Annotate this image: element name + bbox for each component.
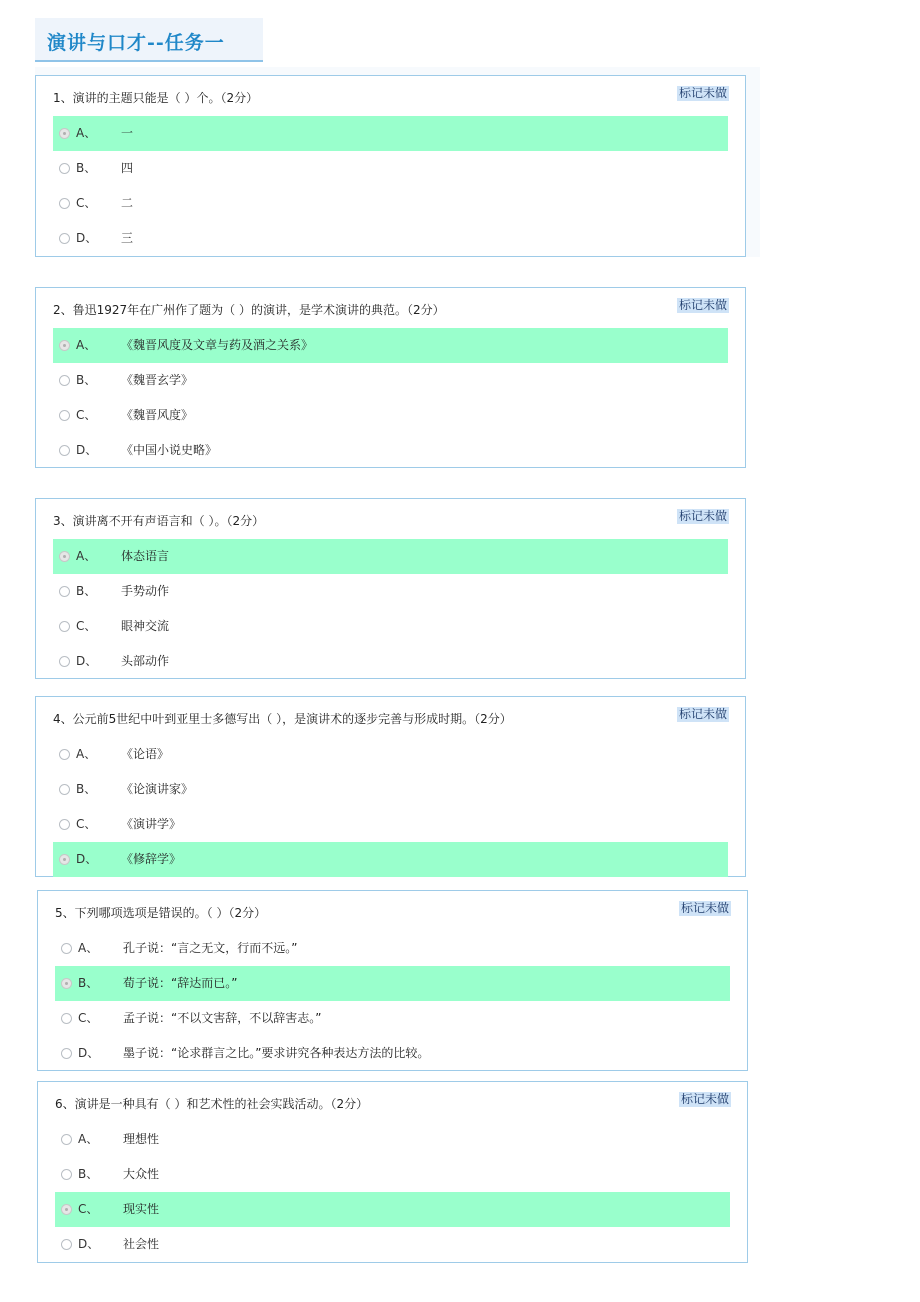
radio-button[interactable] (61, 978, 72, 989)
question-card-3 (35, 498, 746, 679)
option-a[interactable] (53, 539, 728, 574)
radio-button[interactable] (59, 445, 70, 456)
option-letter: B、 (76, 161, 97, 175)
radio-button[interactable] (59, 621, 70, 632)
option-d[interactable] (53, 221, 728, 256)
option-text: 眼神交流 (121, 619, 170, 633)
option-letter: A、 (78, 1132, 99, 1146)
question-card-2 (35, 287, 746, 468)
option-text: 《魏晋风度》 (121, 408, 194, 422)
option-d[interactable] (53, 433, 728, 468)
radio-button[interactable] (59, 340, 70, 351)
option-a[interactable] (53, 328, 728, 363)
mark-undone-button[interactable]: 标记未做 (678, 509, 727, 523)
option-text: 《魏晋玄学》 (121, 373, 194, 387)
radio-button[interactable] (59, 586, 70, 597)
option-letter: D、 (78, 1046, 100, 1060)
question-card-1 (35, 75, 746, 257)
option-text: 荀子说：“辞达而已。” (123, 976, 238, 990)
option-letter: D、 (76, 231, 98, 245)
option-letter: C、 (76, 196, 97, 210)
option-a[interactable] (55, 931, 730, 966)
option-text: 二 (121, 196, 134, 210)
option-letter: C、 (76, 619, 97, 633)
option-letter: D、 (76, 852, 98, 866)
option-letter: D、 (76, 654, 98, 668)
question-card-6 (37, 1081, 748, 1263)
option-b[interactable] (55, 966, 730, 1001)
question-card-4 (35, 696, 746, 877)
option-d[interactable] (55, 1227, 730, 1262)
option-letter: D、 (78, 1237, 100, 1251)
option-c[interactable] (55, 1192, 730, 1227)
option-b[interactable] (55, 1157, 730, 1192)
question-text: 6、演讲是一种具有（ ）和艺术性的社会实践活动。（2分） (55, 1097, 369, 1111)
page-title-box (35, 18, 263, 62)
option-letter: A、 (76, 549, 97, 563)
mark-undone-button[interactable]: 标记未做 (680, 901, 729, 915)
option-d[interactable] (55, 1036, 730, 1071)
page-title: 演讲与口才--任务一 (47, 32, 225, 54)
option-text: 体态语言 (121, 549, 170, 563)
option-b[interactable] (53, 772, 728, 807)
question-text: 5、下列哪项选项是错误的。（ ）（2分） (55, 906, 267, 920)
option-text: 现实性 (123, 1202, 160, 1216)
question-text: 1、演讲的主题只能是（ ）个。（2分） (53, 91, 259, 105)
option-letter: B、 (78, 976, 99, 990)
option-c[interactable] (53, 609, 728, 644)
option-c[interactable] (53, 398, 728, 433)
radio-button[interactable] (61, 943, 72, 954)
mark-undone-button[interactable]: 标记未做 (680, 1092, 729, 1106)
option-letter: C、 (78, 1011, 99, 1025)
option-text: 《中国小说史略》 (121, 443, 218, 457)
option-c[interactable] (53, 807, 728, 842)
option-b[interactable] (53, 363, 728, 398)
option-text: 《论演讲家》 (121, 782, 194, 796)
option-letter: A、 (78, 941, 99, 955)
mark-undone-button[interactable]: 标记未做 (678, 707, 727, 721)
option-b[interactable] (53, 574, 728, 609)
option-text: 《魏晋风度及文章与药及酒之关系》 (121, 338, 314, 352)
option-letter: B、 (76, 782, 97, 796)
mark-undone-button[interactable]: 标记未做 (678, 298, 727, 312)
option-b[interactable] (53, 151, 728, 186)
option-letter: C、 (76, 817, 97, 831)
radio-button[interactable] (59, 784, 70, 795)
option-letter: B、 (76, 584, 97, 598)
option-text: 孔子说：“言之无文，行而不远。” (123, 941, 298, 955)
option-text: 手势动作 (121, 584, 170, 598)
radio-button[interactable] (61, 1204, 72, 1215)
option-letter: B、 (78, 1167, 99, 1181)
option-text: 孟子说：“不以文害辞，不以辞害志。” (123, 1011, 322, 1025)
option-d[interactable] (53, 644, 728, 679)
radio-button[interactable] (59, 656, 70, 667)
radio-button[interactable] (59, 854, 70, 865)
mark-undone-button[interactable]: 标记未做 (678, 86, 727, 100)
radio-button[interactable] (59, 551, 70, 562)
question-text: 2、鲁迅1927年在广州作了题为（ ）的演讲，是学术演讲的典范。（2分） (53, 303, 445, 317)
question-text: 4、公元前5世纪中叶到亚里士多德写出（ ），是演讲术的逐步完善与形成时期。（2分） (53, 712, 512, 726)
radio-button[interactable] (59, 749, 70, 760)
option-text: 三 (121, 231, 134, 245)
radio-button[interactable] (59, 375, 70, 386)
radio-button[interactable] (59, 128, 70, 139)
option-text: 《演讲学》 (121, 817, 182, 831)
option-text: 墨子说：“论求群言之比。”要求讲究各种表达方法的比较。 (123, 1046, 430, 1060)
option-text: 理想性 (123, 1132, 160, 1146)
radio-button[interactable] (61, 1169, 72, 1180)
option-letter: B、 (76, 373, 97, 387)
option-text: 四 (121, 161, 134, 175)
option-text: 大众性 (123, 1167, 160, 1181)
radio-button[interactable] (59, 410, 70, 421)
radio-button[interactable] (59, 198, 70, 209)
option-text: 一 (121, 126, 134, 140)
option-c[interactable] (53, 186, 728, 221)
option-letter: A、 (76, 126, 97, 140)
option-letter: A、 (76, 338, 97, 352)
option-letter: C、 (76, 408, 97, 422)
option-d[interactable] (53, 842, 728, 877)
option-text: 头部动作 (121, 654, 170, 668)
radio-button[interactable] (61, 1134, 72, 1145)
option-text: 社会性 (123, 1237, 160, 1251)
option-text: 《论语》 (121, 747, 170, 761)
option-letter: C、 (78, 1202, 99, 1216)
option-letter: A、 (76, 747, 97, 761)
radio-button[interactable] (61, 1013, 72, 1024)
radio-button[interactable] (61, 1048, 72, 1059)
radio-button[interactable] (61, 1239, 72, 1250)
option-c[interactable] (55, 1001, 730, 1036)
question-text: 3、演讲离不开有声语言和（ ）。（2分） (53, 514, 265, 528)
radio-button[interactable] (59, 819, 70, 830)
option-letter: D、 (76, 443, 98, 457)
option-text: 《修辞学》 (121, 852, 182, 866)
radio-button[interactable] (59, 163, 70, 174)
question-card-5 (37, 890, 748, 1071)
option-a[interactable] (55, 1122, 730, 1157)
option-a[interactable] (53, 116, 728, 151)
option-a[interactable] (53, 737, 728, 772)
radio-button[interactable] (59, 233, 70, 244)
